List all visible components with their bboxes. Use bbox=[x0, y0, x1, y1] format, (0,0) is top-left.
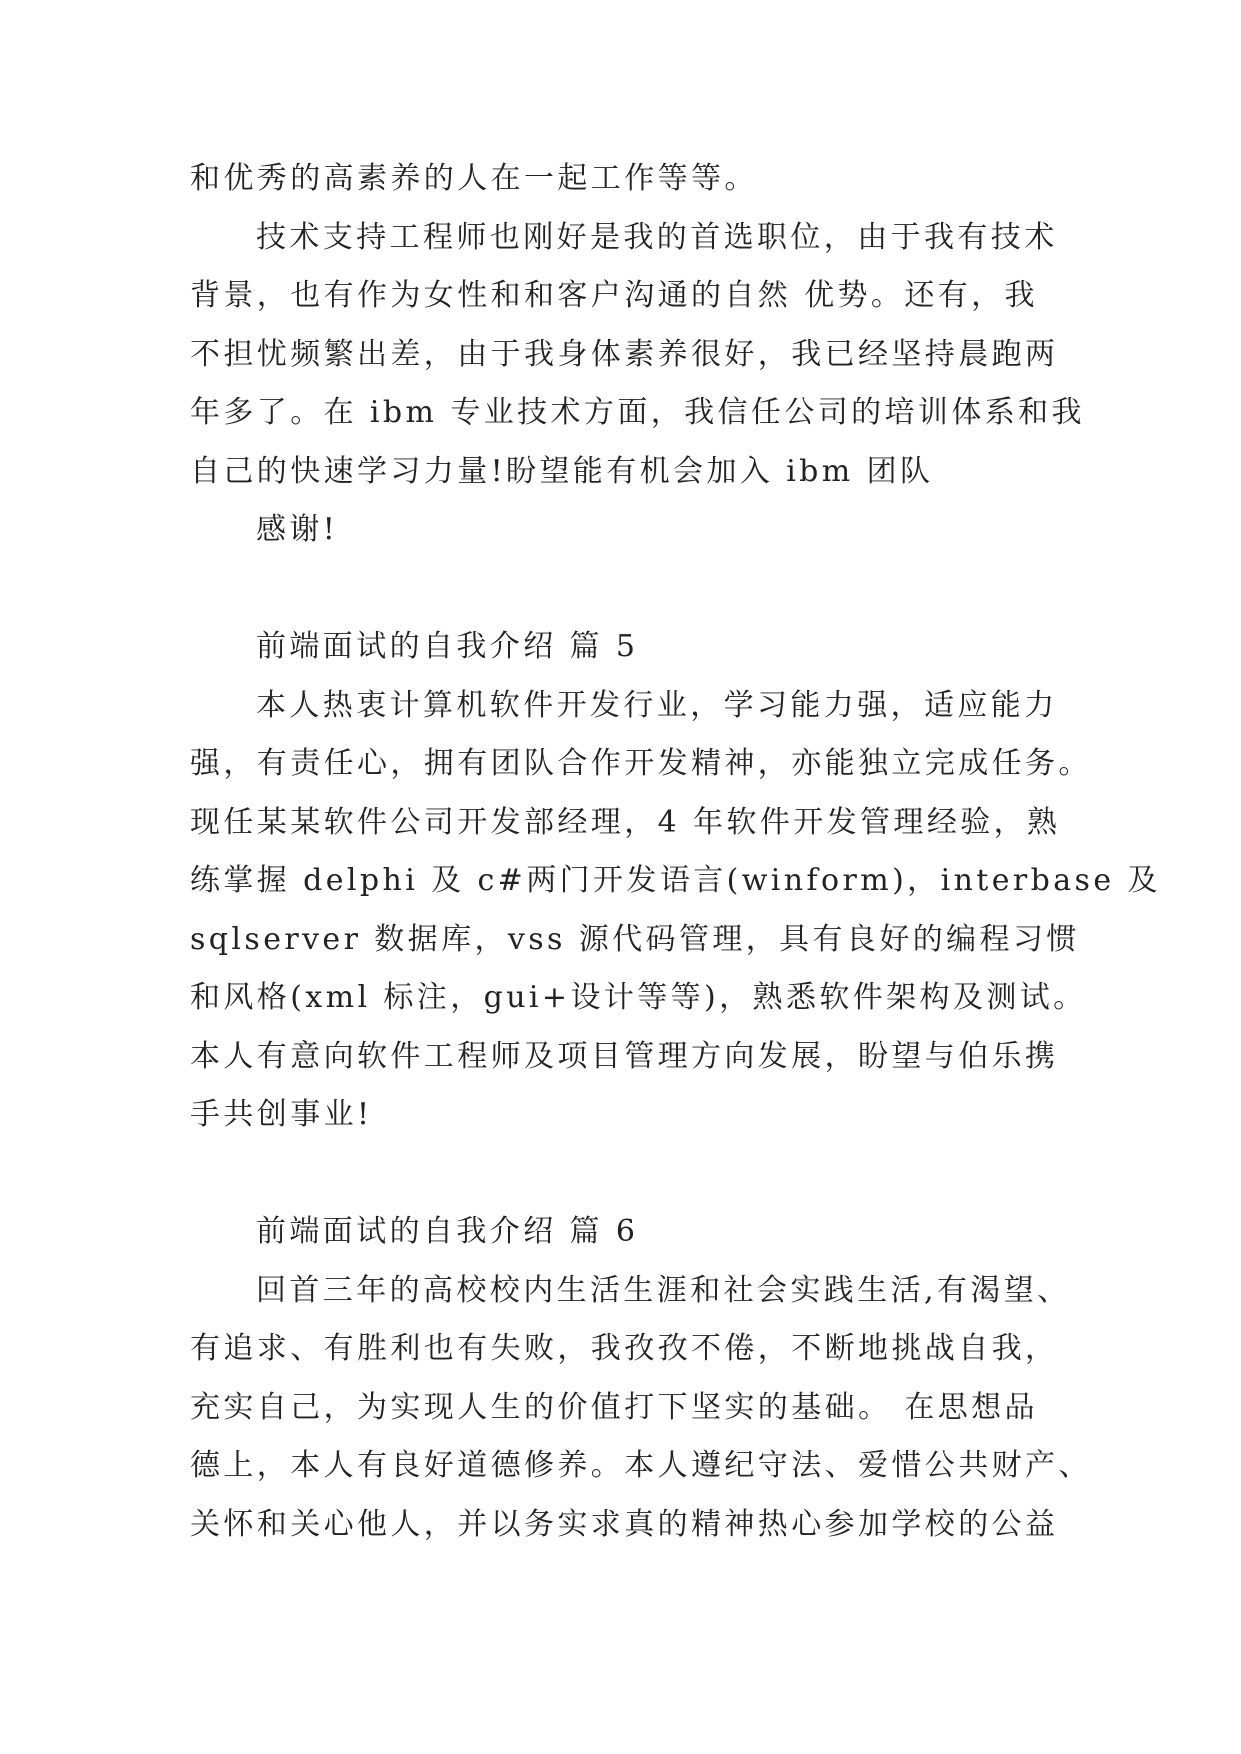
paragraph-line: 德上，本人有良好道德修养。本人遵纪守法、爱惜公共财产、 bbox=[190, 1448, 1092, 1483]
paragraph-line: 年多了。在 ibm 专业技术方面，我信任公司的培训体系和我 bbox=[190, 395, 1085, 430]
paragraph-line: 和优秀的高素养的人在一起工作等等。 bbox=[190, 161, 758, 196]
paragraph-line: 有追求、有胜利也有失败，我孜孜不倦，不断地挑战自我， bbox=[190, 1331, 1059, 1366]
paragraph-line: 关怀和关心他人，并以务实求真的精神热心参加学校的公益 bbox=[190, 1506, 1059, 1542]
paragraph-line: 充实自己，为实现人生的价值打下坚实的基础。 在思想品 bbox=[190, 1389, 1038, 1425]
paragraph-line: 本人有意向软件工程师及项目管理方向发展，盼望与伯乐携 bbox=[190, 1038, 1059, 1074]
paragraph-line: 背景，也有作为女性和和客户沟通的自然 优势。还有，我 bbox=[190, 278, 1038, 313]
paragraph-line: 现任某某软件公司开发部经理，4 年软件开发管理经验，熟 bbox=[190, 804, 1061, 840]
paragraph-line: 和风格(xml 标注，gui+设计等等)，熟悉软件架构及测试。 bbox=[190, 980, 1087, 1015]
paragraph-line: 自己的快速学习力量!盼望能有机会加入 ibm 团队 bbox=[190, 453, 934, 489]
section-gap bbox=[190, 560, 1060, 619]
paragraph-line: 练掌握 delphi 及 c#两门开发语言(winform)，interbase 及 bbox=[190, 863, 1161, 898]
paragraph-line: 回首三年的高校校内生活生涯和社会实践生活,有渴望、 bbox=[256, 1272, 1071, 1308]
paragraph-line: 手共创事业! bbox=[190, 1097, 373, 1132]
section-gap bbox=[190, 1145, 1060, 1204]
section-heading: 前端面试的自我介绍 篇 5 bbox=[256, 629, 639, 664]
paragraph-line: 本人热衷计算机软件开发行业，学习能力强，适应能力 bbox=[256, 687, 1058, 723]
paragraph-line: 感谢! bbox=[256, 512, 339, 547]
paragraph-line: 技术支持工程师也刚好是我的首选职位，由于我有技术 bbox=[256, 219, 1058, 255]
paragraph-line: 不担忧频繁出差，由于我身体素养很好，我已经坚持晨跑两 bbox=[190, 336, 1059, 372]
document-body bbox=[190, 150, 1161, 1554]
section-heading: 前端面试的自我介绍 篇 6 bbox=[256, 1214, 639, 1249]
paragraph-line: sqlserver 数据库，vss 源代码管理，具有良好的编程习惯 bbox=[190, 921, 1080, 957]
paragraph-line: 强，有责任心，拥有团队合作开发精神，亦能独立完成任务。 bbox=[190, 746, 1092, 781]
